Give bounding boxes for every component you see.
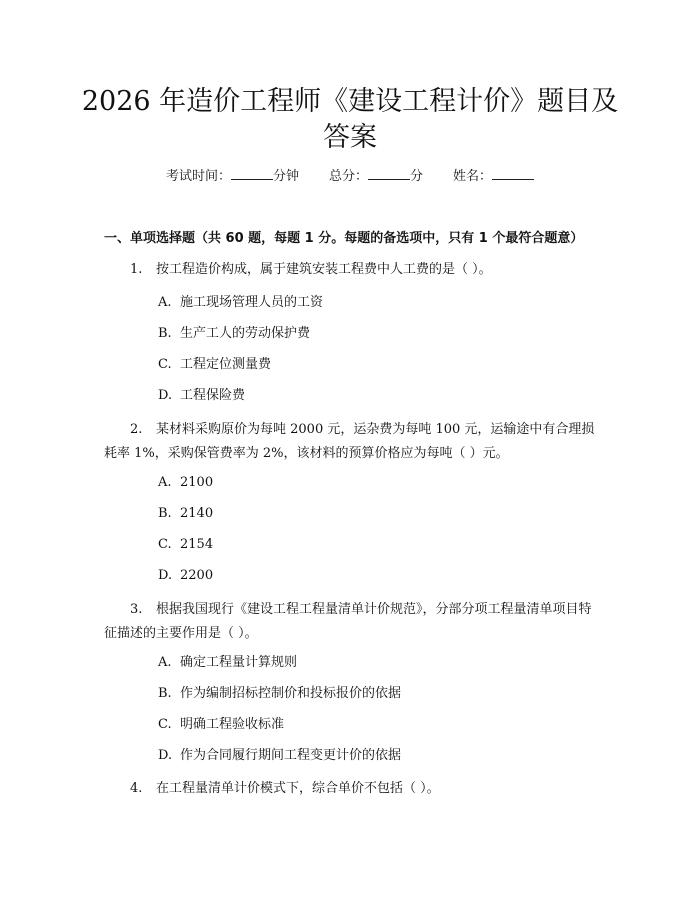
- question-4: [104, 777, 596, 801]
- section-heading: 一、单项选择题（共 60 题，每题 1 分。每题的备选项中，只有 1 个最符合题意）: [104, 231, 584, 246]
- question-3-option-b: [158, 684, 401, 704]
- option-text: 2200: [180, 568, 214, 583]
- option-text: 确定工程量计算规则: [180, 655, 298, 670]
- exam-time-unit: 分钟: [272, 169, 299, 184]
- document-title-line-2: 答案: [323, 122, 377, 153]
- question-2-option-b: [158, 504, 213, 524]
- question-3-option-a: [158, 653, 297, 673]
- option-letter: C.: [158, 537, 172, 552]
- option-text: 生产工人的劳动保护费: [180, 326, 311, 341]
- question-1-option-d: [158, 386, 245, 406]
- question-3: [104, 598, 596, 646]
- question-2-option-c: [158, 535, 213, 555]
- option-text: 明确工程验收标准: [180, 717, 285, 732]
- question-text: 在工程量清单计价模式下，综合单价不包括（ ）。: [156, 781, 440, 796]
- total-score-field: [329, 167, 423, 187]
- option-letter: C.: [158, 357, 172, 372]
- option-letter: D.: [158, 388, 173, 403]
- question-2: [104, 418, 596, 466]
- total-score-label: 总分：: [328, 169, 368, 184]
- option-text: 作为合同履行期间工程变更计价的依据: [180, 748, 402, 763]
- option-letter: D.: [158, 748, 173, 763]
- option-letter: B.: [158, 506, 172, 521]
- total-score-blank: [368, 167, 410, 180]
- question-number: 1.: [130, 262, 143, 277]
- question-text: 按工程造价构成，属于建筑安装工程费中人工费的是（ ）。: [156, 262, 492, 277]
- option-letter: D.: [158, 568, 173, 583]
- option-text: 工程保险费: [180, 388, 246, 403]
- candidate-name-field: [453, 167, 534, 187]
- exam-time-field: [166, 167, 299, 187]
- candidate-name-label: 姓名：: [453, 169, 493, 184]
- question-number: 4.: [130, 781, 143, 796]
- option-text: 施工现场管理人员的工资: [180, 295, 324, 310]
- candidate-name-blank: [492, 167, 534, 180]
- option-letter: A.: [158, 295, 172, 310]
- option-letter: A.: [158, 655, 172, 670]
- question-3-option-c: [158, 715, 284, 735]
- question-text: 某材料采购原价为每吨 2000 元，运杂费为每吨 100 元，运输途中有合理损耗率 1%，采购保管费率为 2%，该材料的预算价格应为每吨（ ）元。: [104, 422, 595, 461]
- option-letter: B.: [158, 326, 172, 341]
- option-text: 2154: [180, 537, 214, 552]
- option-text: 2100: [180, 475, 214, 490]
- option-text: 工程定位测量费: [180, 357, 272, 372]
- question-number: 3.: [130, 602, 143, 617]
- option-letter: A.: [158, 475, 172, 490]
- question-1-option-c: [158, 355, 271, 375]
- total-score-unit: 分: [410, 169, 424, 184]
- exam-time-label: 考试时间：: [165, 169, 231, 184]
- exam-info-row: [0, 167, 700, 187]
- option-letter: B.: [158, 686, 172, 701]
- exam-time-blank: [231, 167, 273, 180]
- question-3-option-d: [158, 746, 401, 766]
- question-text: 根据我国现行《建设工程工程量清单计价规范》，分部分项工程量清单项目特征描述的主要作用是（ ）。: [104, 602, 592, 641]
- option-text: 作为编制招标控制价和投标报价的依据: [180, 686, 402, 701]
- option-letter: C.: [158, 717, 172, 732]
- question-1-option-b: [158, 324, 310, 344]
- question-number: 2.: [130, 422, 143, 437]
- question-2-option-d: [158, 566, 213, 586]
- question-1-option-a: [158, 293, 323, 313]
- option-text: 2140: [180, 506, 214, 521]
- document-title-line-1: 2026 年造价工程师《建设工程计价》题目及: [81, 86, 619, 117]
- question-2-option-a: [158, 473, 213, 493]
- question-1: [104, 258, 596, 282]
